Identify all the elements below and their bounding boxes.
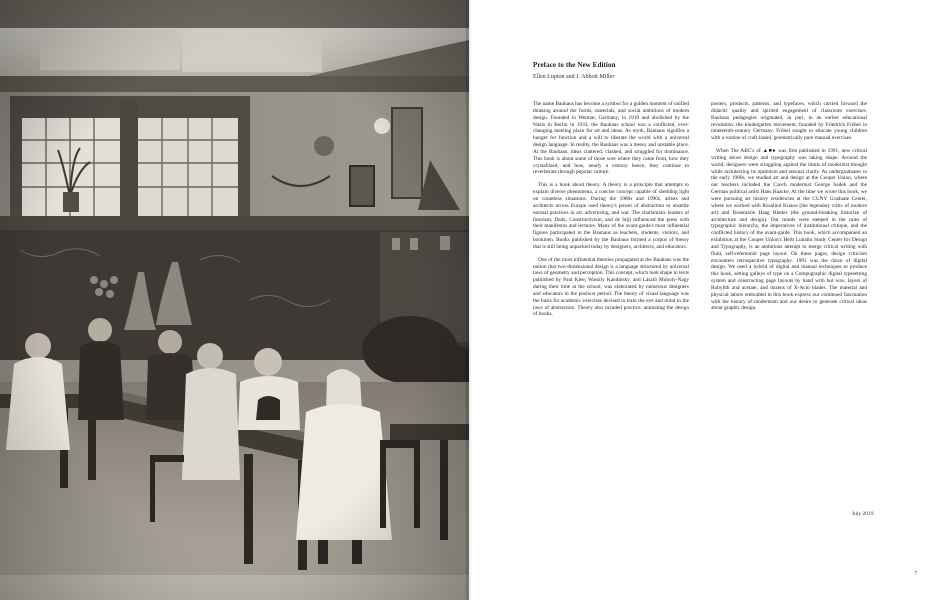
paragraph: posters, products, patterns, and typefaces, which carried forward the didactic quality and spirited engagement of classroom exercises. Bauhaus pedagogies originated, in part, in an earlier educational revolution: the kindergarten movement, founded by Friedrich Fröbel in nineteenth-century Germany. Fröbel sought to educate young children with a routine of craft-based, geometrically pure manual exercises. [711,101,867,142]
book-gutter-shadow [466,0,472,600]
paragraph: When The ABC's of ▲■● was first published in 1991, new critical writing about design and typography was taking shape. Around the world, designers were struggling against the limits of modernist thought while architecting its optimism and sensual clarity. As undergraduates in the early 1980s, we studied art and design at the Cooper Union, where our teachers included the Czech modernist George Sadek and the German political artist Hans Haacke. At the time we wrote this book, we were pursuing art history residencies at the CUNY Graduate Center, where we worked with Rosalind Krauss (the legendary critic of modern art) and Rosemarie Haag Bletter (the ground-breaking historian of architecture and design). Our minds were steeped in the rules of typographic hierarchy, the imperatives of institutional critique, and the conflicted history of the avant-garde. This book, which accompanied an exhibition at the Cooper Union's Herb Lubalin Study Center for Design and Typography, is an ambitious attempt to merge critical writing with fluid, self-referential page layout. On these pages, design criticism encounters retrospective typography. 1991 was the dawn of digital design. We used a hybrid of digital and manual techniques to produce this book, setting galleys of type on a Compugraphic digital typesetting system and constructing page layouts by hand with hot wax, layers of Rubylith and acetate, and dozens of X-Acto blades. The material and physical labors embodied in this book express our continued fascination with the history of modernism and our desire to generate critical ideas about graphic design. [711,148,867,312]
text-page [469,0,938,600]
paragraph: One of the most influential theories propagated at the Bauhaus was the notion that two-dimensional design is a language structured by universal laws of geometry and perception. This concept, which took shape in texts published by Paul Klee, Wassily Kandinsky, and László Moholy-Nagy during their time at the school, was elaborated by numerous designers and educators in the postwar period. The theory of visual language was the basis for academic exercises devised to train the eye and mind in the laws of abstraction. Theory also invaded practice, animating the design of books, [533,256,689,318]
text-column-right [711,101,867,312]
date-signoff: July 2019 [852,511,874,517]
preface-heading: Preface to the New Edition [533,61,616,69]
page-number: 7 [914,571,917,577]
authors-line: Ellen Lupton and J. Abbott Miller [533,74,615,80]
text-column-left [533,101,689,318]
paragraph: This is a book about theory. A theory is a principle that attempts to explain diverse phenomena, a concise concept capable of shedding light on countless situations. During the 1980s and 1990s, artists and architects across Europe used theory's power of abstraction to unsettle normal practices in art, advertising, and war. The charismatic leaders of futurism, Dada, Constructivism, and de Stijl influenced the press with their manifestos and lectures. Many of the avant-garde's most influential figures participated in the Bauhaus as teachers, students, visitors, and bookmen. Books published by the Bauhaus formed a corpus of theory that is still being unpacked today by designers, architects, and educators. [533,182,689,250]
paragraph: The name Bauhaus has become a symbol for a golden moment of unified thinking around the forms, materials, and social ambitions of modern design. Founded in Weimar, Germany, in 1919 and abolished by the Nazis in Berlin in 1933, the Bauhaus school was a conflicted, ever-changing meeting place for art and ideas. As myth, Bauhaus signifies a hunger for function and a will to liberate the world with a universal design language. In reality, the Bauhaus was a messy and unstable place. At the Bauhaus, ideas clattered, clashed, and struggled for dominance. This book is about some of those sore where they came from, how they crystallized, and how, nearly a century hence, they continue to reverberate through popular culture. [533,101,689,176]
